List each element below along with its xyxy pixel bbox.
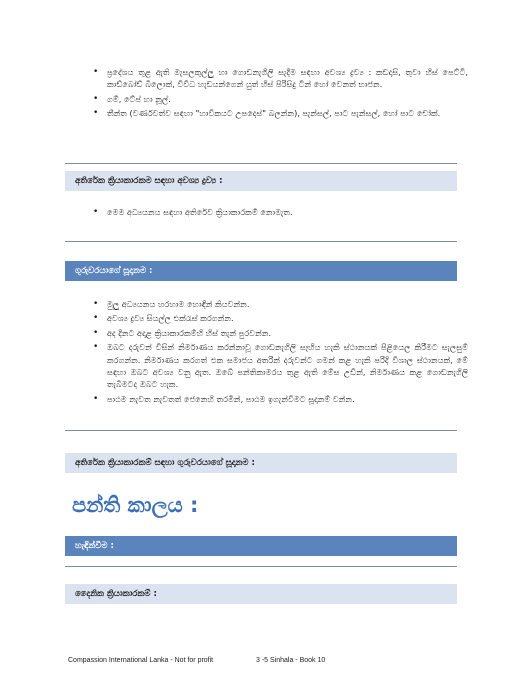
- list-item: • අවශ්‍ය ද්‍රව්‍ය සියල්ල එක්රැස් කරගන්න.: [93, 312, 468, 324]
- list-item: • ප්‍රදේශය තුළ ඇති මැසලකුල්ලු හා ගොඩනැගිලි සැදීම සඳහා අවශ්‍ය ද්‍රව්‍ය : කඩදාසි, තුවා හිස් පෙට්ටි, කාඩ්බෝඩ් බිලොක්, විවිධ හැඩයන්ගෙන් යුත් හිස් පිරිසිදු ටින් හෝ වෙනත් භාජන.: [93, 66, 468, 91]
- list-item: • මුලු අධ්‍යයනය හරහාම හොඳින් කියවන්න.: [93, 298, 468, 310]
- list-item: • අද දිනට අදාළ ක්‍රියාකාරකම්හි හිස් තැන් පුරවන්න.: [93, 327, 468, 339]
- teacher-prep-list: [93, 298, 468, 407]
- introduction-heading: හැඳින්වීම :: [65, 536, 457, 556]
- footer-left: Compassion International Lanka - Not for profit: [68, 657, 214, 664]
- section-divider: [65, 241, 457, 242]
- section-divider: [65, 566, 457, 567]
- list-item: • මෙම අධ්‍යයනය සඳහා අතිරේව ක්‍රියාකාරකම් නොමැත.: [93, 206, 468, 218]
- extra-teacher-prep-heading: අතිරේක ක්‍රියාකාරකම් සඳහා ගුරුවරයාගේ සූදානම :: [65, 453, 457, 473]
- materials-list: [93, 66, 468, 122]
- section-divider: [65, 163, 457, 164]
- section-divider: [65, 430, 457, 431]
- list-item: • ගම්, ටේප් හා නූල්.: [93, 93, 468, 105]
- extra-materials-list: [93, 206, 468, 220]
- class-time-title: පන්ති කාලය :: [72, 493, 199, 517]
- teacher-prep-heading: ගුරුවරයාගේ සූදානම :: [65, 261, 457, 281]
- extra-materials-heading: අතිරේක ක්‍රියාකාරකම සඳහා අවශ්‍ය ද්‍රව්‍ය :: [65, 171, 457, 191]
- list-item: • ඔබට දරුවන් විසින් නිර්මාණය කරන්නාවූ ගොඩනැගිලි සෑහිය හැකි ස්ථානයක් පිළියෙල කිරීමට සැලසුම් කරගන්න. නිර්මාණය කරගත් එක සමාජය අතරින් දරුවන්ට ගමන් කළ හැකි පරිදි විශාල ස්ථානයක්, මේ සඳහා ඔබට අවශ්‍ය වනු ඇත. ඔබේ පන්තිකාමරය තුළ ඇති මේස උඩින්, නිර්මාණය කළ ගොඩනැගිලි තැබීමටද ඔබට හැක.: [93, 341, 468, 391]
- list-item: • පාඨම නැවත නැවතත් ජෙනෙහි තරමින්, පාඨම ඉගැන්වීමට සූදානම් වන්න.: [93, 393, 468, 405]
- footer-right: 3 -5 Sinhala - Book 10: [256, 657, 326, 664]
- list-item: • තීන්ත (වර්ණවත්ව සඳහා "හාවිකයට උපදෙස්" බලන්න), පැන්සල්, පාට පැන්සල්, හෝ පාට චෝක්.: [93, 107, 468, 119]
- daily-activities-heading: දෛනික ක්‍රියාකාරකම් :: [65, 584, 457, 604]
